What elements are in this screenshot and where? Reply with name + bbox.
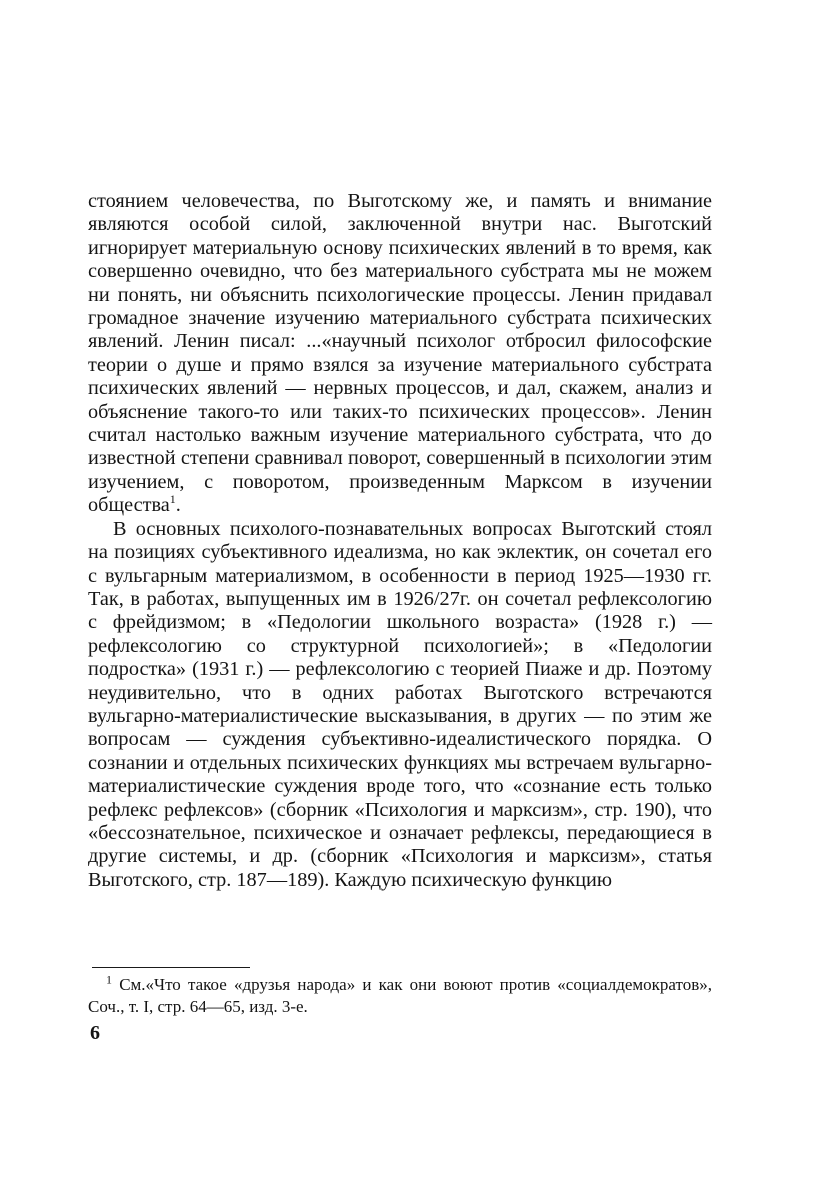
footnote-reference: 1	[169, 492, 176, 507]
paragraph-end: .	[175, 494, 181, 517]
footnote-divider	[92, 967, 250, 968]
paragraph-text: стоянием человечества, по Выготскому же, и память и внимание являются особой силой, заключенной внутри нас. Выготский игнорирует материальную основу психических явлений в то время, как совершенно очевидно, что без материального субстрата мы не можем ни понять, ни объяснить психологические процессы. Ленин придавал громадное значение изучению материального субстрата психических явлений. Ленин писал: ...«научный психолог отбросил философские теории о душе и прямо взялся за изучение материального субстрата психических явлений — нервных процессов, и дал, скажем, анализ и объяснение такого-то или таких-то психических процессов». Ленин считал настолько важным изучение материального субстрата, что до известной степени сравнивал поворот, совершенный в психологии этим изучением, с поворотом, произведенным Марксом в изучении общества	[88, 190, 712, 517]
paragraph: В основных психолого-познавательных вопросах Выготский стоял на позициях субъективного идеализма, но как эклектик, он сочетал его с вульгарным материализмом, в особенности в период 1925—1930 гг. Так, в работах, выпущенных им в 1926/27г. он сочетал рефлексологию с фрейдизмом; в «Педологии школьного возраста» (1928 г.) — рефлексологию со структурной психологией»; в «Педологии подростка» (1931 г.) — рефлексологию с теорией Пиаже и др. Поэтому неудивительно, что в одних работах Выготского встречаются вульгарно-материалистические высказывания, в других — по этим же вопросам — суждения субъективно-идеалистического порядка. О сознании и отдельных психических функциях мы встречаем вульгарно-материалистические суждения вроде того, что «сознание есть только рефлекс рефлексов» (сборник «Психология и марксизм», стр. 190), что «бессознательное, психическое и означает рефлексы, передающиеся в другие системы, и др. (сборник «Психология и марксизм», статья Выготского, стр. 187—189). Каждую психическую функцию	[88, 517, 712, 891]
paragraph	[88, 190, 712, 518]
footnote-marker: 1	[106, 972, 112, 987]
footnote-text: См.«Что такое «друзья народа» и как они воюют против «социалдемократов», Соч., т. I, стр. 64—65, изд. 3-е.	[88, 975, 713, 1016]
page-number: 6	[90, 1022, 100, 1044]
footnote	[88, 974, 712, 1018]
main-text	[88, 190, 712, 892]
